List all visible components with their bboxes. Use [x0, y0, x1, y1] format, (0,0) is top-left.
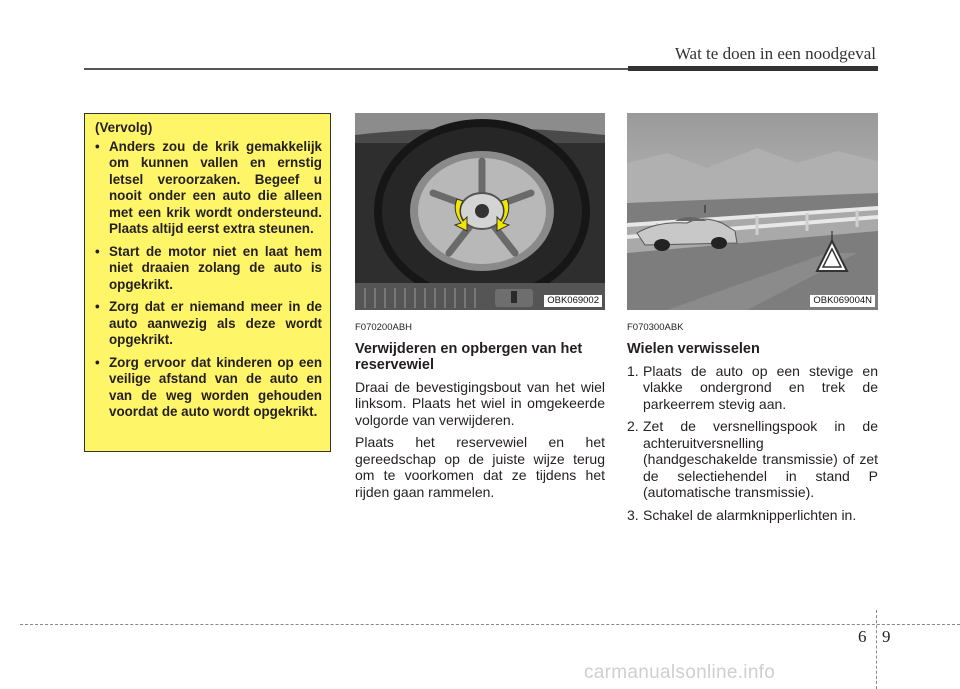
image-code: OBK069002 — [544, 295, 602, 307]
warning-list — [95, 139, 322, 421]
watermark: carmanualsonline.info — [584, 662, 776, 683]
header-title: Wat te doen in een noodgeval — [674, 44, 876, 63]
footer-divider — [876, 610, 877, 689]
warning-item: • Zorg ervoor dat kinderen op een veilige afstand van de auto en van de weg worden gehouden voordat de auto wordt opgekrikt. — [95, 355, 322, 421]
section-code: F070200ABH — [355, 322, 413, 333]
page-number: 9 — [882, 627, 891, 646]
step-item — [627, 507, 878, 524]
step-item — [627, 363, 878, 413]
image-code: OBK069004N — [810, 295, 875, 307]
chapter-number: 6 — [858, 627, 867, 646]
section-code: F070300ABK — [627, 322, 684, 333]
roadside-photo — [627, 113, 878, 310]
wheel-change-section — [627, 320, 878, 529]
section-paragraph: Draai de bevestigingsbout van het wiel linksom. Plaats het wiel in omgekeerde volgorde van verwijderen. — [355, 378, 605, 428]
section-paragraph: Plaats het reservewiel en het gereedschap op de juiste wijze terug om te voorkomen dat ze tijdens het rijden gaan rammelen. — [355, 434, 605, 500]
warning-box — [84, 113, 331, 452]
roadside-illustration — [627, 113, 878, 310]
warning-item: • Start de motor niet en laat hem niet draaien zolang de auto is opgekrikt. — [95, 244, 322, 294]
steps-list — [627, 363, 878, 524]
warning-continued: (Vervolg) — [95, 120, 153, 135]
warning-item: • Zorg dat er niemand meer in de auto aanwezig als deze wordt opgekrikt. — [95, 299, 322, 349]
step-text: Zet de versnellingspook in de achteruitversnelling (handgeschakelde transmissie) of zet de selectiehendel in stand P (automatische transmissie). — [643, 418, 878, 500]
header-rule-accent — [628, 66, 878, 71]
section-title: Verwijderen en opbergen van het reservewiel — [355, 340, 583, 373]
step-text: Plaats de auto op een stevige en vlakke ondergrond en trek de parkeerrem stevig aan. — [643, 362, 878, 412]
step-item — [627, 418, 878, 501]
step-text: Schakel de alarmknipperlichten in. — [643, 506, 857, 523]
spare-wheel-photo — [355, 113, 605, 310]
footer-rule — [20, 624, 960, 625]
section-title: Wielen verwisselen — [627, 340, 760, 357]
spare-wheel-section — [355, 320, 605, 506]
spare-wheel-illustration — [355, 113, 605, 310]
step-number: 2. — [627, 418, 639, 434]
step-number: 3. — [627, 506, 639, 523]
step-number: 1. — [627, 362, 639, 379]
warning-item: • Anders zou de krik gemakkelijk om kunnen vallen en ernstig letsel veroorzaken. Begeef u nooit onder een auto die alleen met een krik wordt ondersteund. Plaats altijd eerst extra steunen. — [95, 139, 322, 238]
